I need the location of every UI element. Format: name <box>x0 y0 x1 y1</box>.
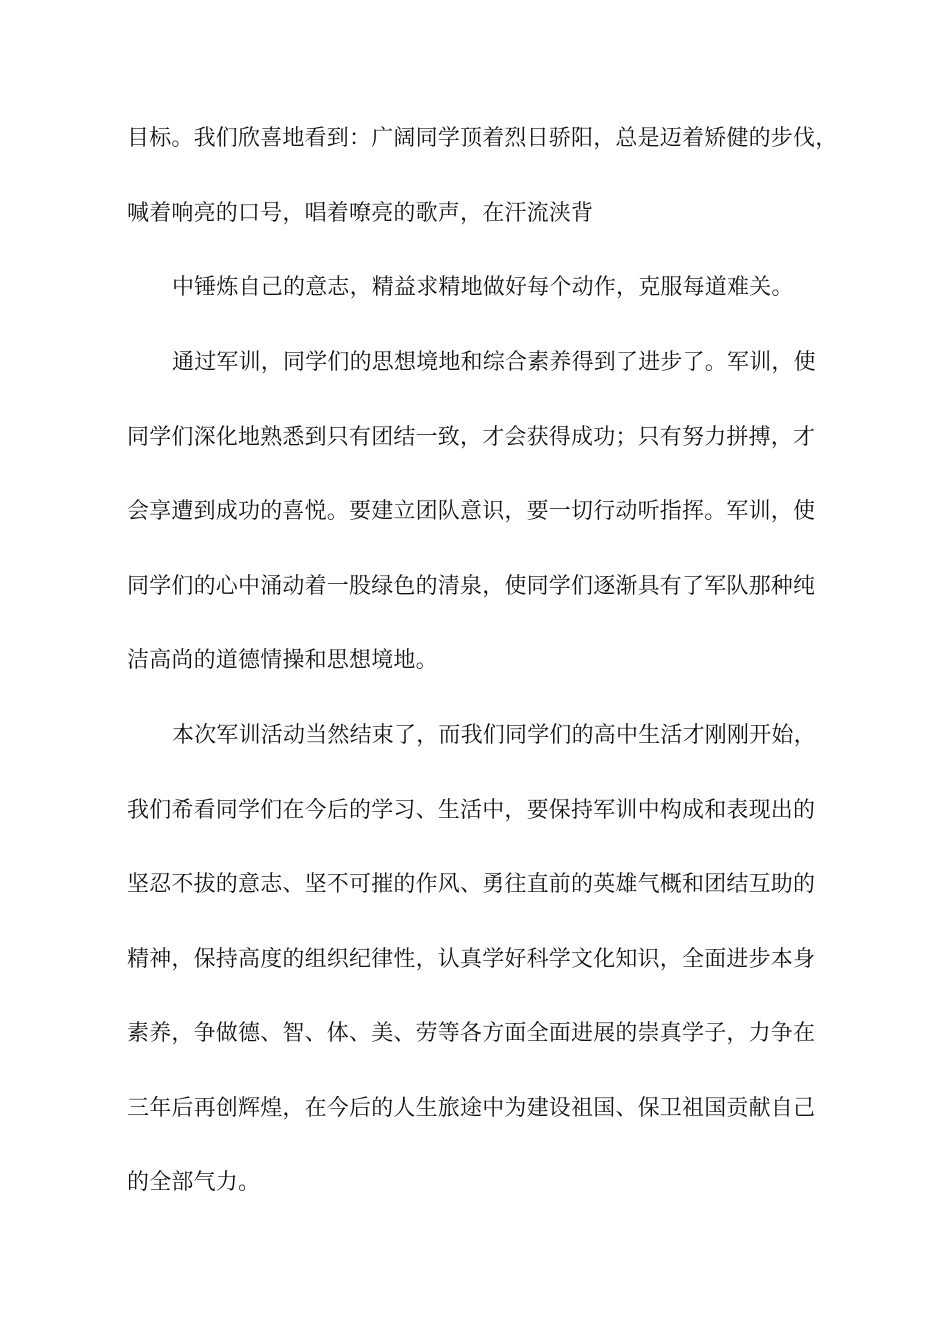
text-line-15: 的全部气力。 <box>127 1170 261 1195</box>
text-line-14: 三年后再创辉煌，在今后的人生旅途中为建设祖国、保卫祖国贡献自己 <box>127 1096 816 1121</box>
text-line-11: 坚忍不拔的意志、坚不可摧的作风、勇往直前的英雄气概和团结互助的 <box>127 872 816 897</box>
text-line-12: 精神，保持高度的组织纪律性，认真学好科学文化知识，全面进步本身 <box>127 947 816 972</box>
text-line-7: 同学们的心中涌动着一股绿色的清泉，使同学们逐渐具有了军队那种纯 <box>127 574 816 599</box>
text-line-2: 喊着响亮的口号，唱着嘹亮的歌声，在汗流浃背 <box>127 201 594 226</box>
text-line-1: 目标。我们欣喜地看到：广阔同学顶着烈日骄阳，总是迈着矫健的步伐， <box>127 126 838 151</box>
text-line-5: 同学们深化地熟悉到只有团结一致，才会获得成功；只有努力拼搏，才 <box>127 425 816 450</box>
text-line-9: 本次军训活动当然结束了，而我们同学们的高中生活才刚刚开始， <box>172 723 816 748</box>
text-line-4: 通过军训，同学们的思想境地和综合素养得到了进步了。军训，使 <box>172 350 816 375</box>
text-line-13: 素养，争做德、智、体、美、劳等各方面全面进展的崇真学子，力争在 <box>127 1021 816 1046</box>
text-line-10: 我们希看同学们在今后的学习、生活中，要保持军训中构成和表现出的 <box>127 798 816 823</box>
text-line-3: 中锤炼自己的意志，精益求精地做好每个动作，克服每道难关。 <box>172 275 794 300</box>
text-line-8: 洁高尚的道德情操和思想境地。 <box>127 648 438 673</box>
text-line-6: 会享遭到成功的喜悦。要建立团队意识，要一切行动听指挥。军训，使 <box>127 499 816 524</box>
